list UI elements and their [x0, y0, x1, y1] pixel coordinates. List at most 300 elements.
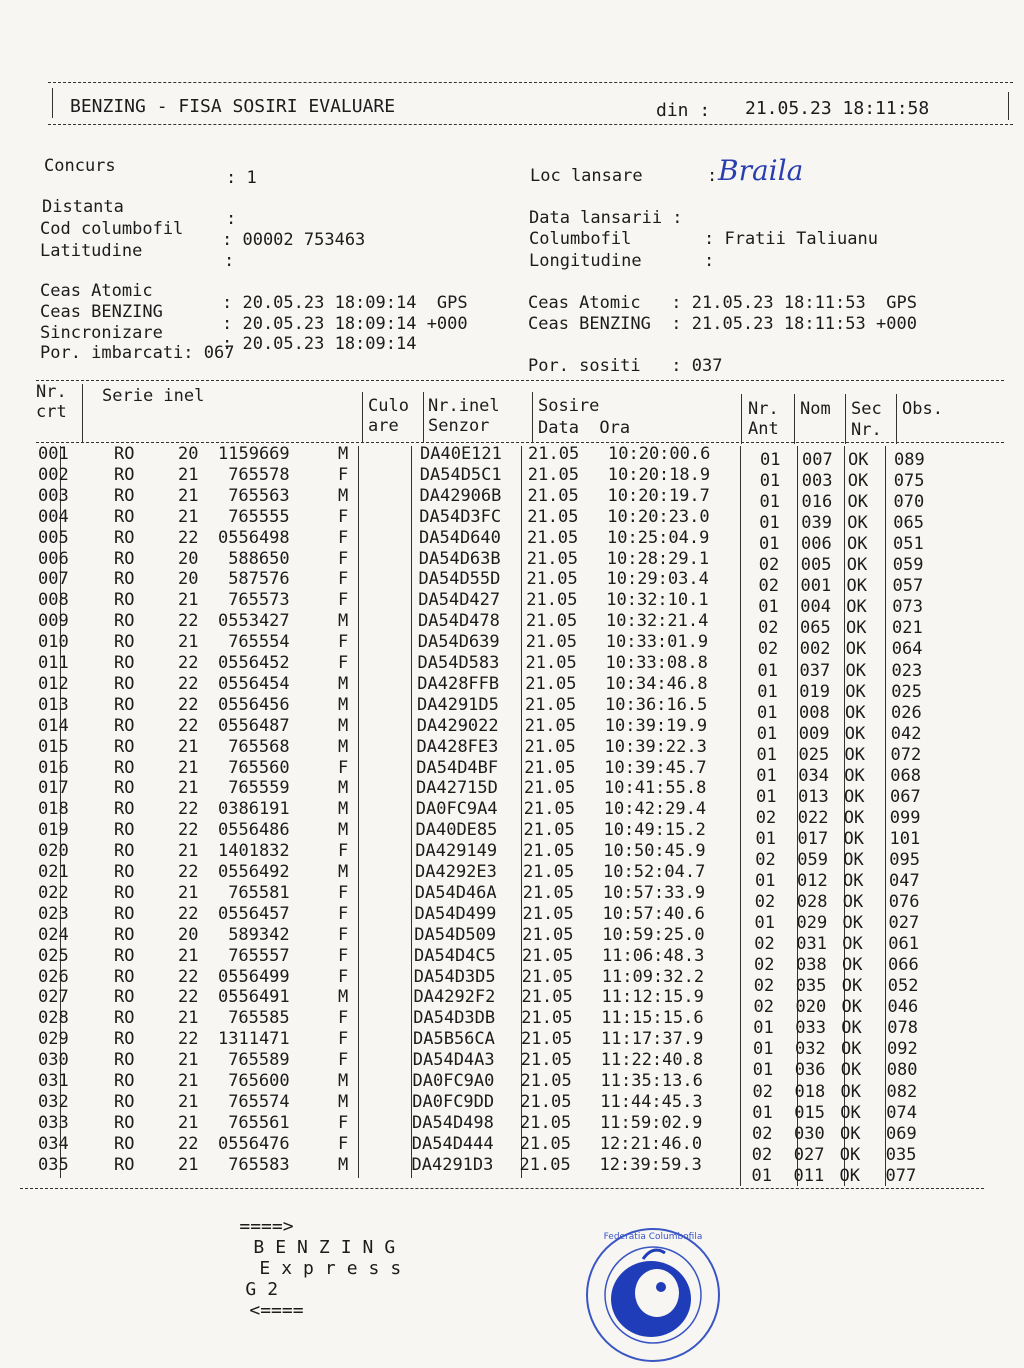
cell-obs: 089 — [894, 450, 925, 470]
cell-arrival-date: 21.05 — [521, 966, 573, 987]
cell-sex: F — [338, 548, 349, 569]
cell-nr-ant: 01 — [753, 1018, 774, 1039]
cell-sensor-ring: DA54D640 — [419, 527, 501, 548]
cell-sex: F — [338, 966, 349, 987]
cell-arrival-time: 11:09:32.2 — [601, 966, 705, 987]
cell-sensor-ring: DA42906B — [419, 485, 502, 506]
cell-nr-crt: 020 — [38, 841, 69, 862]
cell-obs: 035 — [885, 1144, 917, 1165]
columbofil-label: Columbofil — [529, 229, 632, 249]
cell-country: RO — [114, 527, 135, 548]
cell-nr-ant: 02 — [753, 976, 775, 997]
cell-obs: 078 — [887, 1018, 918, 1039]
cell-sensor-ring: DA4292E3 — [415, 862, 497, 882]
distanta-colon: : — [226, 209, 237, 229]
col-nrinel-1: Nr.inel — [428, 396, 500, 416]
cell-country: RO — [114, 757, 135, 778]
cell-arrival-date: 21.05 — [521, 1029, 573, 1050]
col-sosire-2: Data Ora — [538, 418, 631, 438]
cell-nom: 011 — [793, 1165, 825, 1186]
cell-year: 21 — [178, 882, 199, 903]
cell-sec-status: OK — [844, 744, 865, 765]
cell-ring-number: 765568 — [228, 736, 290, 757]
cell-arrival-time: 10:39:45.7 — [604, 757, 707, 778]
cell-year: 22 — [178, 862, 199, 882]
ceas-benzing-label: Ceas BENZING — [40, 302, 163, 322]
cell-nr-crt: 014 — [38, 715, 69, 736]
federation-stamp-seal — [583, 1225, 723, 1365]
cell-sec-status: OK — [841, 1018, 862, 1039]
cell-sec-status: OK — [843, 828, 864, 849]
cell-nr-ant: 01 — [757, 702, 778, 723]
cell-ring-number: 0553427 — [218, 611, 290, 632]
cell-arrival-time: 10:25:04.9 — [607, 527, 710, 548]
cell-nom: 006 — [801, 534, 832, 555]
cell-nr-ant: 02 — [758, 576, 779, 597]
cell-obs: 101 — [889, 828, 921, 849]
col-serie-inel: Serie inel — [102, 386, 205, 406]
cell-sex: M — [338, 1154, 349, 1175]
cell-nom: 037 — [799, 660, 831, 681]
cell-sec-status: OK — [840, 1123, 861, 1144]
cell-ring-number: 765578 — [228, 464, 290, 485]
cell-nr-ant: 01 — [759, 492, 780, 513]
cell-year: 22 — [178, 1133, 199, 1154]
cell-ring-number: 765555 — [228, 506, 290, 527]
cell-sensor-ring: DA42715D — [416, 778, 498, 799]
columbofil-value: : Fratii Taliuanu — [704, 229, 878, 249]
cell-nom: 008 — [799, 702, 830, 723]
cell-year: 21 — [178, 1154, 199, 1175]
cell-year: 21 — [178, 1050, 199, 1071]
cell-sex: F — [338, 903, 349, 924]
cell-country: RO — [114, 1112, 135, 1133]
cell-country: RO — [114, 1133, 135, 1154]
cell-nr-ant: 02 — [752, 1123, 773, 1144]
cell-nr-ant: 01 — [752, 1102, 773, 1123]
cell-arrival-time: 10:36:16.5 — [605, 694, 708, 715]
cell-sensor-ring: DA4291D5 — [417, 694, 499, 715]
cell-nom: 003 — [801, 471, 833, 492]
cell-sensor-ring: DA54D427 — [418, 590, 501, 611]
cell-sensor-ring: DA54D509 — [414, 924, 497, 945]
sep-nom — [845, 394, 846, 444]
cell-sec-status: OK — [843, 849, 864, 870]
cell-nr-ant: 01 — [758, 597, 779, 618]
cell-country: RO — [114, 506, 135, 527]
cell-ring-number: 765583 — [228, 1154, 290, 1175]
cell-nr-crt: 031 — [38, 1071, 69, 1091]
cell-year: 22 — [178, 527, 199, 548]
cell-sec-status: OK — [847, 534, 868, 555]
cell-nr-crt: 011 — [38, 653, 69, 673]
cell-country: RO — [114, 1091, 135, 1112]
concurs-value: : 1 — [226, 168, 257, 188]
cell-year: 21 — [178, 778, 199, 799]
cell-sec-status: OK — [846, 555, 868, 576]
cell-sex: M — [338, 673, 349, 694]
cell-year: 20 — [178, 444, 199, 464]
cell-nr-crt: 019 — [38, 820, 69, 841]
cell-arrival-date: 21.05 — [525, 694, 577, 715]
cell-arrival-time: 10:28:29.1 — [606, 548, 710, 569]
cell-year: 21 — [178, 945, 199, 966]
cell-nr-ant: 02 — [755, 849, 776, 870]
cell-year: 22 — [178, 987, 199, 1008]
cell-sec-status: OK — [845, 681, 866, 702]
cell-obs: 047 — [889, 871, 920, 891]
cell-nom: 032 — [795, 1039, 826, 1060]
footer-g2: G2 — [245, 1279, 290, 1300]
concurs-label: Concurs — [44, 156, 116, 176]
cell-arrival-time: 11:35:13.6 — [600, 1071, 703, 1091]
cell-arrival-time: 10:34:46.8 — [605, 673, 708, 694]
cell-nr-crt: 006 — [38, 548, 69, 569]
cell-nom: 029 — [796, 913, 828, 934]
cell-sex: F — [338, 632, 349, 653]
cell-nom: 013 — [798, 786, 829, 807]
col-nr-crt-1: Nr. — [36, 382, 67, 402]
cell-arrival-date: 21.05 — [520, 1050, 572, 1071]
cell-nom: 033 — [795, 1018, 826, 1039]
cell-sex: F — [338, 757, 349, 778]
cell-nr-crt: 029 — [38, 1029, 69, 1050]
date-value: 21.05.23 18:11:58 — [745, 98, 930, 119]
por-imbarcati: Por. imbarcati: 067 — [40, 343, 235, 363]
cell-ring-number: 765557 — [228, 945, 290, 966]
cell-country: RO — [114, 673, 135, 694]
cell-sec-status: OK — [843, 807, 865, 828]
cell-arrival-date: 21.05 — [526, 590, 578, 611]
cell-sensor-ring: DA0FC9A0 — [412, 1071, 495, 1091]
cell-nom: 016 — [801, 492, 833, 513]
cell-country: RO — [114, 569, 135, 590]
cell-year: 22 — [178, 715, 199, 736]
distanta-label: Distanta — [42, 197, 124, 217]
cell-ring-number: 765585 — [228, 1008, 290, 1029]
cell-sex: F — [338, 924, 349, 945]
cell-sensor-ring: DA54D55D — [418, 569, 501, 590]
cell-sex: M — [338, 820, 349, 841]
cell-sec-status: OK — [848, 450, 869, 470]
cell-nr-crt: 004 — [38, 506, 69, 527]
cell-obs: 023 — [891, 660, 923, 681]
cell-year: 22 — [178, 653, 199, 673]
cell-nr-crt: 001 — [38, 444, 69, 464]
right-ceas-benzing: Ceas BENZING : 21.05.23 18:11:53 +000 — [528, 314, 917, 334]
cell-sec-status: OK — [840, 1081, 861, 1102]
cell-arrival-date: 21.05 — [521, 1008, 573, 1029]
col-nom: Nom — [800, 399, 831, 419]
ceas-atomic-label: Ceas Atomic — [40, 281, 153, 301]
cell-nr-crt: 028 — [38, 1008, 69, 1029]
col-culoare-1: Culo — [368, 396, 409, 416]
cell-nr-crt: 010 — [38, 632, 69, 653]
cell-sec-status: OK — [839, 1165, 860, 1186]
cell-country: RO — [114, 1154, 135, 1175]
cell-nom: 030 — [794, 1123, 825, 1144]
cell-ring-number: 0556491 — [218, 987, 290, 1008]
cell-arrival-time: 10:57:40.6 — [602, 903, 705, 924]
cell-arrival-time: 10:42:29.4 — [603, 799, 707, 820]
cod-columbofil-value: : 00002 753463 — [222, 230, 366, 250]
cell-year: 22 — [178, 673, 199, 694]
cell-year: 20 — [178, 548, 199, 569]
cell-obs: 052 — [887, 976, 919, 997]
cell-sensor-ring: DA54D5C1 — [419, 464, 502, 485]
cell-sensor-ring: DA40DE85 — [415, 820, 498, 841]
cell-nr-crt: 021 — [38, 862, 69, 882]
cell-year: 22 — [178, 1029, 199, 1050]
table-header-rule — [36, 442, 1004, 443]
cell-nr-ant: 01 — [759, 513, 780, 534]
cell-nr-crt: 017 — [38, 778, 69, 799]
cell-sensor-ring: DA54D4A3 — [412, 1050, 495, 1071]
cell-ring-number: 765563 — [228, 485, 290, 506]
col-nr-crt-2: crt — [36, 402, 67, 422]
cell-ring-number: 587576 — [228, 569, 290, 590]
cell-country: RO — [114, 1050, 135, 1071]
cell-sensor-ring: DA429022 — [416, 715, 499, 736]
cell-sensor-ring: DA428FE3 — [416, 736, 499, 757]
cell-nr-crt: 030 — [38, 1050, 69, 1071]
cell-sec-status: OK — [847, 513, 868, 534]
cell-sensor-ring: DA0FC9DD — [412, 1091, 495, 1112]
cell-ring-number: 0556487 — [218, 715, 290, 736]
footer-right-arrow: <==== — [249, 1300, 304, 1321]
sep-serie — [362, 392, 363, 442]
cell-obs: 092 — [887, 1039, 918, 1060]
cell-nr-ant: 01 — [755, 828, 776, 849]
cell-sex: F — [338, 945, 349, 966]
cell-country: RO — [114, 715, 135, 736]
cell-sec-status: OK — [845, 660, 866, 681]
sincronizare-label: Sincronizare — [40, 323, 163, 343]
cell-country: RO — [114, 966, 135, 987]
cell-ring-number: 0556457 — [218, 903, 290, 924]
cell-ring-number: 0556456 — [218, 694, 290, 715]
cell-country: RO — [114, 632, 135, 653]
cell-sensor-ring: DA54D3FC — [419, 506, 502, 527]
cell-sensor-ring: DA54D499 — [414, 903, 497, 924]
cell-nom: 018 — [794, 1081, 826, 1102]
cell-sex: F — [338, 527, 349, 548]
cell-arrival-date: 21.05 — [523, 820, 575, 841]
cell-nr-ant: 01 — [757, 681, 778, 702]
cell-sensor-ring: DA40E121 — [420, 444, 502, 464]
cell-obs: 046 — [887, 997, 919, 1018]
cell-ring-number: 0386191 — [218, 799, 290, 820]
cell-nr-crt: 027 — [38, 987, 69, 1008]
cell-sex: M — [338, 694, 349, 715]
cell-arrival-time: 10:50:45.9 — [603, 841, 706, 862]
cell-sensor-ring: DA54D4C5 — [414, 945, 496, 966]
cell-obs: 027 — [888, 913, 920, 934]
cell-year: 21 — [178, 590, 199, 611]
footer-benzing: BENZING — [253, 1237, 407, 1258]
cell-year: 21 — [178, 506, 199, 527]
cell-year: 22 — [178, 694, 199, 715]
cell-year: 22 — [178, 966, 199, 987]
cell-country: RO — [114, 485, 135, 506]
cell-sex: M — [338, 444, 349, 464]
cell-arrival-date: 21.05 — [526, 569, 578, 590]
cell-country: RO — [114, 1071, 135, 1091]
cell-ring-number: 1311471 — [218, 1029, 290, 1050]
cell-nr-ant: 02 — [754, 934, 775, 955]
cell-sex: M — [338, 611, 349, 632]
cell-sex: M — [338, 1091, 349, 1112]
cell-sec-status: OK — [839, 1144, 861, 1165]
cell-ring-number: 765561 — [228, 1112, 290, 1133]
cell-sex: F — [338, 1008, 349, 1029]
cell-sex: M — [338, 862, 349, 882]
table-bottom-rule — [20, 1188, 984, 1189]
date-label: din : — [656, 100, 711, 121]
cell-obs: 074 — [886, 1102, 917, 1123]
ceas-benzing-value: : 20.05.23 18:09:14 +000 — [222, 314, 468, 334]
cell-obs: 082 — [886, 1081, 918, 1102]
cell-country: RO — [114, 611, 135, 632]
cell-arrival-time: 10:20:00.6 — [608, 444, 711, 464]
cell-arrival-date: 21.05 — [520, 1071, 572, 1091]
cell-arrival-time: 10:52:04.7 — [603, 862, 706, 882]
cell-sec-status: OK — [840, 1102, 861, 1123]
cell-arrival-time: 10:41:55.8 — [604, 778, 707, 799]
cell-sec-status: OK — [845, 702, 866, 723]
cell-nr-ant: 02 — [758, 618, 779, 639]
cell-sex: F — [338, 841, 349, 862]
cell-ring-number: 0556476 — [218, 1133, 290, 1154]
cell-nr-crt: 007 — [38, 569, 69, 590]
cell-year: 22 — [178, 611, 199, 632]
cell-nom: 059 — [797, 849, 828, 870]
cell-nom: 025 — [798, 744, 830, 765]
cell-arrival-date: 21.05 — [524, 757, 576, 778]
cell-nr-crt: 008 — [38, 590, 69, 611]
cell-nr-crt: 034 — [38, 1133, 69, 1154]
cell-sec-status: OK — [841, 997, 862, 1018]
cell-arrival-time: 10:20:18.9 — [607, 464, 711, 485]
cell-nr-crt: 033 — [38, 1112, 69, 1133]
cell-nr-ant: 01 — [752, 1060, 774, 1081]
cell-nr-ant: 01 — [754, 913, 775, 934]
cell-nom: 007 — [802, 450, 833, 470]
cell-year: 21 — [178, 1091, 199, 1112]
col-culoare-2: are — [368, 416, 399, 436]
cell-sex: F — [338, 1112, 349, 1133]
cell-arrival-time: 11:44:45.3 — [600, 1091, 703, 1112]
cell-arrival-time: 10:33:08.8 — [605, 653, 708, 673]
cell-nom: 004 — [800, 597, 831, 618]
cell-nom: 022 — [797, 807, 829, 828]
cell-sensor-ring: DA54D3DB — [413, 1008, 496, 1029]
cell-nom: 012 — [797, 871, 828, 891]
cell-arrival-date: 21.05 — [522, 882, 574, 903]
cell-arrival-date: 21.05 — [526, 548, 578, 569]
cell-arrival-date: 21.05 — [523, 799, 575, 820]
cell-arrival-date: 21.05 — [524, 736, 576, 757]
cell-year: 20 — [178, 924, 199, 945]
cell-nr-ant: 02 — [754, 955, 775, 976]
cell-nom: 017 — [797, 828, 829, 849]
cell-sensor-ring: DA429149 — [415, 841, 498, 862]
cell-nr-crt: 009 — [38, 611, 69, 632]
cell-sex: M — [338, 485, 349, 506]
cell-nr-ant: 01 — [756, 744, 777, 765]
cell-sensor-ring: DA4291D3 — [411, 1154, 494, 1175]
cell-obs: 077 — [885, 1165, 917, 1186]
cell-sec-status: OK — [842, 892, 864, 913]
cell-sex: F — [338, 506, 349, 527]
cell-year: 21 — [178, 1071, 199, 1091]
cell-nr-ant: 01 — [760, 450, 781, 470]
cell-arrival-date: 21.05 — [527, 464, 579, 485]
cell-arrival-date: 21.05 — [525, 673, 577, 694]
cell-nr-crt: 002 — [38, 464, 69, 485]
cell-nr-ant: 02 — [752, 1081, 773, 1102]
cell-ring-number: 0556486 — [218, 820, 290, 841]
loc-lansare-label: Loc lansare — [530, 166, 643, 186]
cell-sec-status: OK — [842, 934, 863, 955]
col-nr-ant-2: Ant — [748, 419, 779, 439]
cell-sex: M — [338, 799, 349, 820]
cell-sex: F — [338, 1029, 349, 1050]
cell-arrival-date: 21.05 — [522, 945, 574, 966]
cell-nom: 034 — [798, 765, 829, 786]
latitudine-label: Latitudine — [40, 241, 143, 261]
cell-country: RO — [114, 464, 135, 485]
cell-nr-ant: 01 — [753, 1039, 774, 1060]
loc-lansare-colon: : — [707, 166, 718, 186]
cell-ring-number: 765589 — [228, 1050, 290, 1071]
cell-sensor-ring: DA54D583 — [417, 653, 500, 673]
cell-nom: 002 — [799, 639, 831, 660]
cell-sensor-ring: DA54D46A — [414, 882, 497, 903]
cell-ring-number: 0556492 — [218, 862, 290, 882]
cell-sec-status: OK — [847, 471, 869, 492]
cell-country: RO — [114, 841, 135, 862]
cell-country: RO — [114, 882, 135, 903]
cell-sec-status: OK — [846, 618, 867, 639]
cell-ring-number: 765573 — [228, 590, 290, 611]
cell-sex: M — [338, 987, 349, 1008]
cell-nr-crt: 003 — [38, 485, 69, 506]
cell-arrival-time: 11:12:15.9 — [601, 987, 704, 1008]
longitudine-colon: : — [704, 251, 715, 271]
sep-crt — [82, 384, 83, 442]
cell-sensor-ring: DA54D3D5 — [413, 966, 496, 987]
cell-year: 21 — [178, 757, 199, 778]
cell-arrival-time: 11:22:40.8 — [600, 1050, 704, 1071]
cell-sensor-ring: DA5B56CA — [413, 1029, 495, 1050]
cell-ring-number: 765560 — [228, 757, 290, 778]
cell-ring-number: 0556454 — [218, 673, 290, 694]
cell-ring-number: 765574 — [228, 1091, 290, 1112]
cell-nr-ant: 02 — [755, 807, 777, 828]
cell-country: RO — [114, 799, 135, 820]
stamp-text: Federatia Columbofila — [603, 1232, 703, 1242]
cell-sec-status: OK — [843, 871, 864, 891]
cell-ring-number: 1159669 — [218, 444, 290, 464]
header-top-rule — [48, 82, 1013, 83]
cell-sec-status: OK — [847, 492, 868, 513]
cell-ring-number: 765581 — [228, 882, 290, 903]
cell-country: RO — [114, 694, 135, 715]
header-left-edge — [52, 88, 53, 118]
cell-arrival-time: 11:06:48.3 — [602, 945, 705, 966]
cell-arrival-date: 21.05 — [524, 778, 576, 799]
